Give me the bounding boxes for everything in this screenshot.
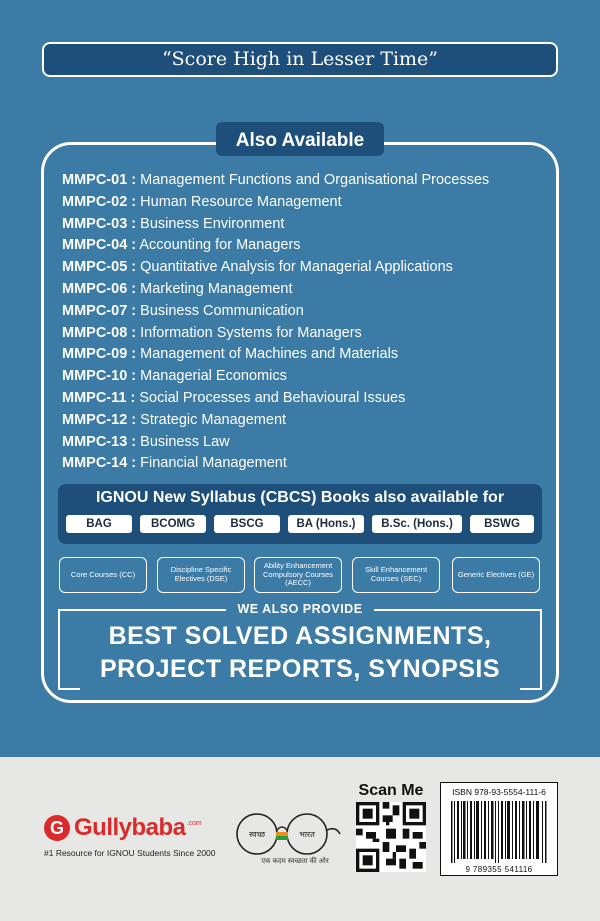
category-badge: Core Courses (CC)	[59, 557, 147, 593]
course-name: Accounting for Managers	[139, 237, 301, 254]
isbn-barcode	[440, 782, 558, 876]
course-name: Human Resource Management	[140, 193, 342, 210]
course-name: Business Communication	[140, 302, 304, 319]
swachh-tagline: एक कदम स्वच्छता की ओर	[261, 858, 329, 865]
ignou-programs-title: IGNOU New Syllabus (CBCS) Books also available for	[95, 489, 505, 506]
provide-headline-line2: PROJECT REPORTS, SYNOPSIS	[99, 655, 501, 683]
also-available-title: Also Available	[216, 122, 384, 156]
course-code: MMPC-01 :	[62, 172, 137, 188]
course-item	[62, 170, 542, 192]
provide-headline-line1: BEST SOLVED ASSIGNMENTS,	[108, 622, 492, 650]
program-badge: BAG	[66, 515, 132, 533]
swachh-text: स्वच्छ	[248, 830, 266, 839]
course-item	[62, 214, 542, 236]
category-badge: Generic Electives (GE)	[452, 557, 540, 593]
brand-slogan: #1 Resource for IGNOU Students Since 2000	[44, 848, 216, 858]
we-also-provide-label: WE ALSO PROVIDE	[237, 602, 363, 616]
category-badge: Skill Enhancement Courses (SEC)	[352, 557, 440, 593]
scan-me-label: Scan Me	[358, 782, 424, 799]
program-badge: BSCG	[214, 515, 280, 533]
course-code: MMPC-05 :	[62, 259, 137, 276]
course-item	[62, 257, 542, 279]
bharat-text: भारत	[299, 830, 315, 839]
logo-mark: G	[44, 815, 70, 841]
program-badge: BCOMG	[140, 515, 206, 533]
glasses-temple	[327, 829, 340, 834]
program-badge: B.Sc. (Hons.)	[372, 515, 462, 533]
course-name: Managerial Economics	[140, 368, 287, 385]
divider	[520, 688, 542, 690]
course-code: MMPC-07 :	[62, 302, 137, 319]
course-name: Information Systems for Managers	[140, 324, 362, 341]
course-name: Financial Management	[140, 455, 287, 472]
course-name: Management Functions and Organisational Processes	[140, 172, 490, 188]
course-name: Social Processes and Behavioural Issues	[139, 389, 406, 406]
divider	[58, 688, 80, 690]
program-badge: BSWG	[470, 515, 534, 533]
course-item	[62, 235, 542, 257]
flag-saffron	[276, 832, 288, 836]
course-code: MMPC-03 :	[62, 215, 137, 232]
course-item	[62, 410, 542, 432]
barcode-icon	[449, 801, 549, 863]
category-badge: Discipline Specific Electives (DSE)	[157, 557, 245, 593]
gullybaba-logo	[44, 813, 202, 843]
course-code: MMPC-08 :	[62, 324, 137, 341]
course-code: MMPC-11 :	[62, 389, 136, 406]
course-name: Strategic Management	[140, 411, 287, 428]
course-name: Marketing Management	[140, 280, 293, 297]
isbn-text: ISBN 978-93-5554-111-6	[452, 787, 546, 797]
course-list	[62, 170, 542, 475]
course-code: MMPC-04 :	[62, 237, 137, 254]
course-item	[62, 366, 542, 388]
course-code: MMPC-14 :	[62, 455, 137, 472]
barcode-digits: 9 789355 541116	[465, 865, 533, 874]
brand-suffix: .com	[186, 819, 202, 827]
qr-code-icon[interactable]	[356, 802, 426, 872]
swachh-bharat-glasses-icon	[232, 808, 342, 863]
course-item	[62, 388, 542, 410]
course-name: Business Environment	[140, 215, 285, 232]
program-badge: BA (Hons.)	[288, 515, 364, 533]
course-code: MMPC-13 :	[62, 433, 137, 450]
course-item	[62, 301, 542, 323]
course-name: Management of Machines and Materials	[140, 346, 399, 363]
tagline: “Score High in Lesser Time”	[42, 42, 558, 77]
ignou-programs-box	[58, 484, 542, 544]
course-code: MMPC-02 :	[62, 193, 137, 210]
course-item	[62, 279, 542, 301]
course-name: Quantitative Analysis for Managerial Applications	[140, 259, 453, 276]
course-item	[62, 344, 542, 366]
course-code: MMPC-06 :	[62, 280, 137, 297]
category-badge: Ability Enhancement Compulsory Courses (AECC)	[254, 557, 342, 593]
course-code: MMPC-09 :	[62, 346, 137, 363]
course-item	[62, 432, 542, 454]
course-code: MMPC-12 :	[62, 411, 137, 428]
glasses-bridge	[277, 827, 287, 830]
course-item	[62, 323, 542, 345]
brand-name: Gullybaba	[74, 814, 186, 841]
course-code: MMPC-10 :	[62, 368, 137, 385]
course-item	[62, 192, 542, 214]
course-name: Business Law	[140, 433, 230, 450]
course-item	[62, 453, 542, 475]
flag-green	[276, 836, 288, 840]
